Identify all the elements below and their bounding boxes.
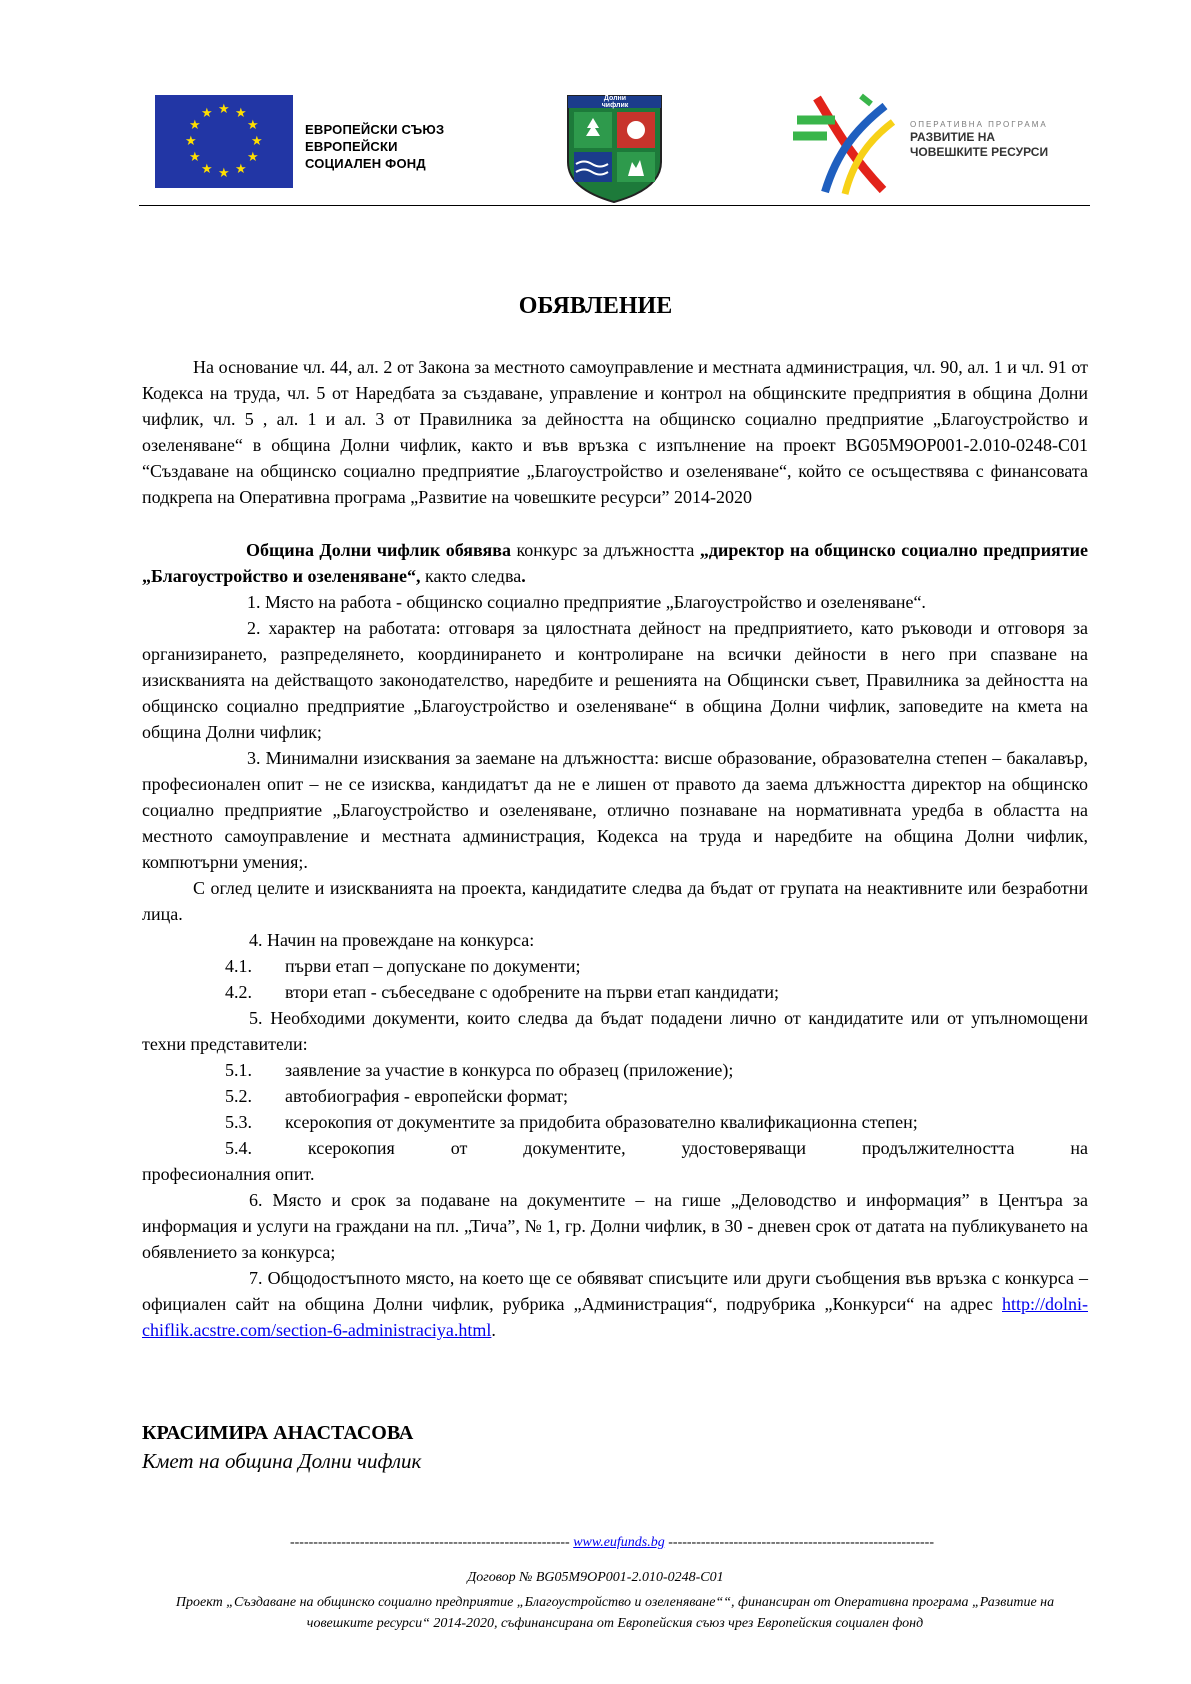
announce-bold: Община Долни чифлик обявява [246, 540, 511, 560]
op-line: РАЗВИТИЕ НА [910, 130, 996, 144]
item-text: 7. Общодостъпното място, на което ще се обявяват списъците или други съобщения във връзка с конкурса – официален сайт на община Долни чифлик, рубрика „Администрация“, подрубрика „Конкурси“ на адрес [142, 1268, 1088, 1314]
item-5-2 [142, 1083, 1088, 1109]
item-5-1 [142, 1057, 1088, 1083]
item-text: . [491, 1320, 496, 1340]
footer-dashes: ------------------------------------------------------------ [289, 1535, 570, 1550]
item-text: автобиография - европейски формат; [285, 1086, 569, 1106]
item-text: втори етап - събеседване с одобрените на първи етап кандидати; [285, 982, 780, 1002]
document-title: ОБЯВЛЕНИЕ [518, 293, 673, 319]
star-icon: ★ [235, 162, 247, 177]
item-6: 6. Място и срок за подаване на документите – на гише „Деловодство и информация” в Центъра за информация и услуги на граждани на пл. „Тича”, № 1, гр. Долни чифлик, в 30 - дневен срок от датата на публикуването на обявлението за конкурса; [142, 1190, 1088, 1262]
municipality-crest-logo [566, 94, 663, 204]
item-number: 5.3. [225, 1112, 252, 1132]
signer-role: Кмет на община Долни чифлик [142, 1449, 422, 1473]
hrd-program-logo [787, 92, 897, 196]
item-4-1 [142, 953, 1088, 979]
crest-label: Долни чифлик [601, 95, 629, 109]
item-number: 4.1. [225, 956, 252, 976]
star-icon: ★ [218, 166, 230, 181]
item-2: 2. характер на работата: отговаря за цялостната дейност на предприятието, като ръководи и отговоря за организирането, разпределянето, координирането и контролиране на всички дейности в него при спазване на изискванията на действащото законодателство, наредбите и решенията на Общински съвет, Правилника за дейността на общинско социално предприятие „Благоустройство и озеленяване“ в община Долни чифлик, заповедите на кмета на община Долни чифлик; [142, 618, 1088, 742]
item-3-note: С оглед целите и изискванията на проекта, кандидатите следва да бъдат от групата на неактивните или безработни лица. [142, 878, 1088, 924]
star-icon: ★ [189, 118, 201, 133]
item-number: 5.2. [225, 1086, 252, 1106]
announce-text: както следва [420, 566, 522, 586]
star-icon: ★ [201, 162, 213, 177]
intro-paragraph: На основание чл. 44, ал. 2 от Закона за местното самоуправление и местната администрация, чл. 90, ал. 1 и чл. 91 от Кодекса на труда, чл. 5 от Наредбата за създаване, управление и контрол на общинските предприятия в община Долни чифлик, чл. 5 , ал. 1 и ал. 3 от Правилника за дейността на общинско социално предприятие „Благоустройство и озеленяване“ в община Долни чифлик, както и във връзка с изпълнение на проект BG05M9OP001-2.010-0248-C01 “Създаване на общинско социално предприятие „Благоустройство и озеленяване“, който се осъществява с финансовата подкрепа на Оперативна програма „Развитие на човешките ресурси” 2014-2020 [142, 357, 1088, 507]
star-icon: ★ [247, 118, 259, 133]
document-body [142, 354, 1088, 1343]
eu-line: ЕВРОПЕЙСКИ [305, 139, 398, 154]
item-number: 5.1. [225, 1060, 252, 1080]
op-small-label: ОПЕРАТИВНА ПРОГРАМА [910, 120, 1048, 129]
eu-line: ЕВРОПЕЙСКИ СЪЮЗ [305, 122, 445, 137]
star-icon: ★ [218, 102, 230, 117]
item-7 [142, 1265, 1088, 1343]
item-number: 4.2. [225, 982, 252, 1002]
announce-end: . [521, 566, 526, 586]
item-5-4-cont: професионалния опит. [142, 1164, 315, 1184]
item-4: 4. Начин на провеждане на конкурса: [249, 930, 535, 950]
item-3: 3. Минимални изисквания за заемане на длъжността: висше образование, образователна степен – бакалавър, професионален опит – не се изисква, кандидатът да не е лишен от правото да заема длъжността директор на общинско социално предприятие „Благоустройство и озеленяване, отлично познаване на нормативната уредба в областта на местното самоуправление и местната администрация, Кодекса на труда и наредбите на община Долни чифлик, компютърни умения;. [142, 748, 1088, 872]
item-4-2 [142, 979, 1088, 1005]
announce-text: конкурс за длъжността [510, 540, 700, 560]
op-line: ЧОВЕШКИТЕ РЕСУРСИ [910, 145, 1049, 159]
hrd-program-text [910, 119, 1048, 160]
eu-flag-logo [155, 95, 293, 188]
star-icon: ★ [189, 150, 201, 165]
eu-logo-text [305, 121, 444, 172]
item-5-3 [142, 1109, 1088, 1135]
star-icon: ★ [185, 134, 197, 149]
project-note: Проект „Създаване на общинско социално предприятие „Благоустройство и озеленяване““, финансиран от Оперативна програма „Развитие на човешките ресурси“ 2014-2020, съфинансирана от Европейския съюз чрез Европейския социален фонд [175, 1595, 1055, 1631]
star-icon: ★ [235, 106, 247, 121]
item-text: ксерокопия от документите за придобита образователно квалификационна степен; [285, 1112, 918, 1132]
contract-number: Договор № BG05M9OP001-2.010-0248-C01 [467, 1570, 724, 1585]
competitions-link[interactable]: http://dolni-chiflik.acstre.com/section-6-administraciya.html [142, 1294, 1088, 1340]
signature-block [142, 1419, 421, 1475]
star-icon: ★ [251, 134, 263, 149]
item-5: 5. Необходими документи, които следва да бъдат подадени лично от кандидатите или от упълномощени техни представители: [142, 1008, 1088, 1054]
star-icon: ★ [201, 106, 213, 121]
star-icon: ★ [247, 150, 259, 165]
item-text: заявление за участие в конкурса по образец (приложение); [285, 1060, 734, 1080]
item-5-4: 5.4. ксерокопия от документите, удостоверяващи продължителността на [225, 1138, 1088, 1158]
footer-link-line [207, 1534, 1017, 1552]
announce-paragraph [142, 537, 1088, 589]
item-1: 1. Място на работа - общинско социално предприятие „Благоустройство и озеленяване“. [247, 592, 926, 612]
item-text: първи етап – допускане по документи; [285, 956, 581, 976]
footer-dashes: --------------------------------------------------------- [668, 1535, 934, 1550]
eufunds-link[interactable]: www.eufunds.bg [573, 1535, 665, 1550]
header-divider [139, 205, 1090, 206]
signer-name: КРАСИМИРА АНАСТАСОВА [142, 1422, 414, 1444]
announce-bold: „директор на общинско социално предприятие „Благоустройство и озеленяване“, [142, 540, 1088, 586]
eu-line: СОЦИАЛЕН ФОНД [305, 156, 426, 171]
